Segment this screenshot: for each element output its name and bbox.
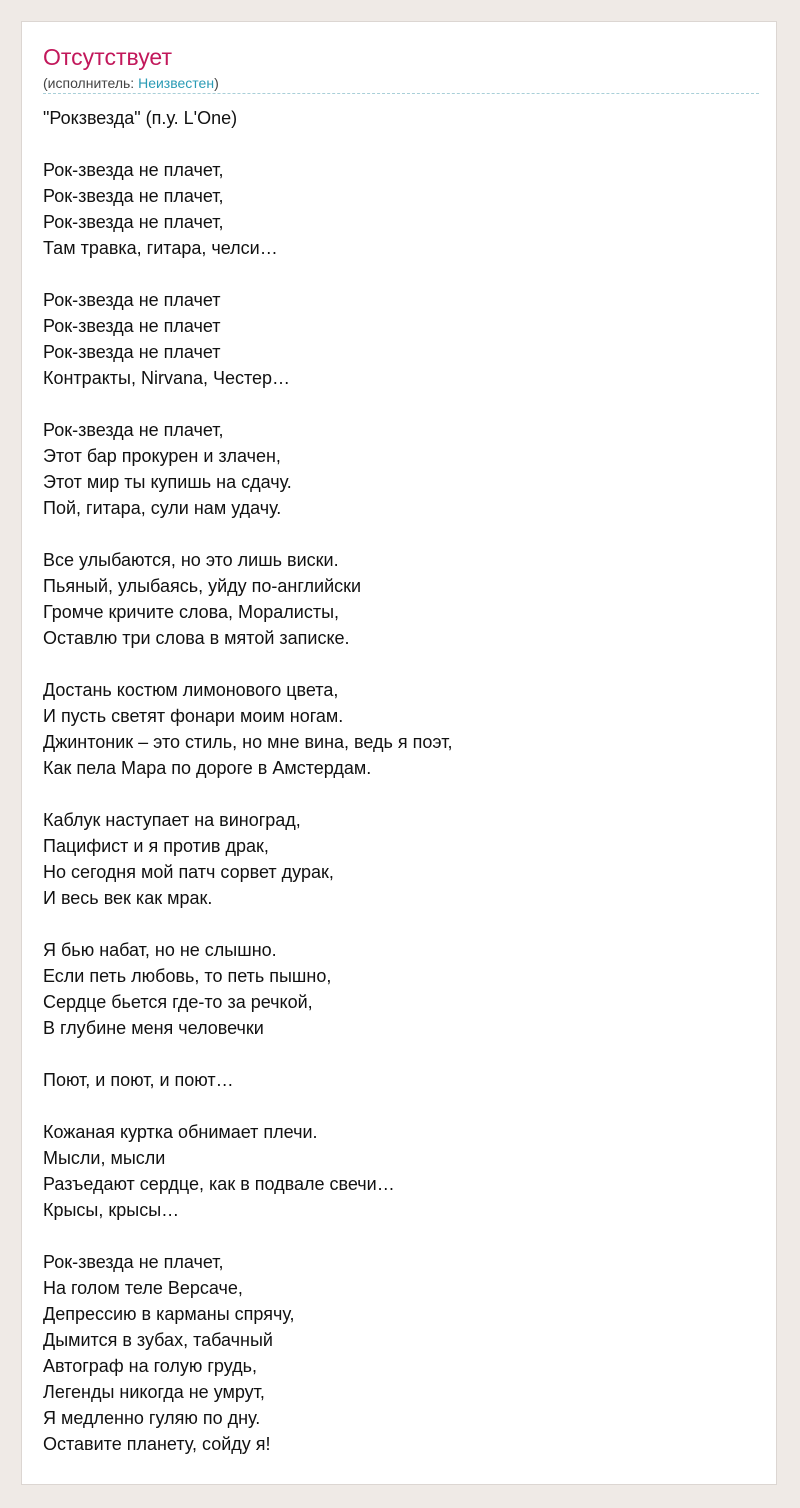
lyrics-stanza — [43, 287, 759, 391]
lyrics-stanza — [43, 807, 759, 911]
lyrics-line: Легенды никогда не умрут, — [43, 1382, 265, 1402]
header-divider — [43, 93, 759, 94]
lyrics-line: Рок-звезда не плачет, — [43, 160, 224, 180]
lyrics-line: "Рокзвезда" (п.у. L'One) — [43, 108, 238, 128]
lyrics-line: Я бью набат, но не слышно. — [43, 940, 277, 960]
lyrics-stanza — [43, 157, 759, 261]
lyrics-line: Сердце бьется где-то за речкой, — [43, 992, 313, 1012]
lyrics-line: Разъедают сердце, как в подвале свечи… — [43, 1174, 395, 1194]
lyrics-line: Каблук наступает на виноград, — [43, 810, 301, 830]
lyrics-line: Пьяный, улыбаясь, уйду по-английски — [43, 576, 362, 596]
lyrics-line: Поют, и поют, и поют… — [43, 1070, 234, 1090]
lyrics-line: Если петь любовь, то петь пышно, — [43, 966, 332, 986]
lyrics-stanza — [43, 937, 759, 1041]
lyrics-stanza — [43, 417, 759, 521]
lyrics-line: Этот мир ты купишь на сдачу. — [43, 472, 292, 492]
performer-link[interactable]: Неизвестен — [138, 75, 215, 91]
lyrics-line: Громче кричите слова, Моралисты, — [43, 602, 340, 622]
lyrics-text — [43, 105, 759, 1483]
lyrics-stanza — [43, 1119, 759, 1223]
lyrics-line: Крысы, крысы… — [43, 1200, 180, 1220]
lyrics-line: Достань костюм лимонового цвета, — [43, 680, 339, 700]
lyrics-stanza — [43, 105, 759, 131]
lyrics-line: Пой, гитара, сули нам удачу. — [43, 498, 282, 518]
lyrics-line: Контракты, Nirvana, Честер… — [43, 368, 291, 388]
lyrics-line: Как пела Мара по дороге в Амстердам. — [43, 758, 372, 778]
lyrics-line: Джинтоник – это стиль, но мне вина, ведь я поэт, — [43, 732, 453, 752]
lyrics-line: Рок-звезда не плачет, — [43, 420, 224, 440]
lyrics-line: Депрессию в карманы спрячу, — [43, 1304, 295, 1324]
lyrics-line: Рок-звезда не плачет, — [43, 212, 224, 232]
lyrics-line: Кожаная куртка обнимает плечи. — [43, 1122, 318, 1142]
lyrics-line: Оставлю три слова в мятой записке. — [43, 628, 350, 648]
song-header — [43, 42, 759, 92]
performer-line — [43, 74, 759, 92]
lyrics-stanza — [43, 677, 759, 781]
lyrics-line: И пусть светят фонари моим ногам. — [43, 706, 344, 726]
lyrics-stanza — [43, 1249, 759, 1457]
lyrics-line: Оставите планету, сойду я! — [43, 1434, 271, 1454]
lyrics-line: И весь век как мрак. — [43, 888, 213, 908]
lyrics-line: Дымится в зубах, табачный — [43, 1330, 273, 1350]
lyrics-line: В глубине меня человечки — [43, 1018, 264, 1038]
lyrics-line: Этот бар прокурен и злачен, — [43, 446, 281, 466]
lyrics-line: Я медленно гуляю по дну. — [43, 1408, 261, 1428]
lyrics-line: Автограф на голую грудь, — [43, 1356, 258, 1376]
lyrics-line: Рок-звезда не плачет — [43, 316, 221, 336]
song-title: Отсутствует — [43, 44, 172, 70]
lyrics-line: Рок-звезда не плачет — [43, 290, 221, 310]
lyrics-card — [21, 21, 777, 1485]
performer-prefix: (исполнитель: — [43, 75, 139, 91]
lyrics-line: Мысли, мысли — [43, 1148, 166, 1168]
lyrics-line: Пацифист и я против драк, — [43, 836, 269, 856]
lyrics-stanza — [43, 547, 759, 651]
lyrics-line: Но сегодня мой патч сорвет дурак, — [43, 862, 334, 882]
lyrics-line: Рок-звезда не плачет, — [43, 186, 224, 206]
lyrics-line: На голом теле Версаче, — [43, 1278, 243, 1298]
lyrics-line: Рок-звезда не плачет, — [43, 1252, 224, 1272]
lyrics-stanza — [43, 1067, 759, 1093]
performer-suffix: ) — [214, 75, 219, 91]
lyrics-line: Там травка, гитара, челси… — [43, 238, 278, 258]
lyrics-line: Рок-звезда не плачет — [43, 342, 221, 362]
lyrics-line: Все улыбаются, но это лишь виски. — [43, 550, 339, 570]
